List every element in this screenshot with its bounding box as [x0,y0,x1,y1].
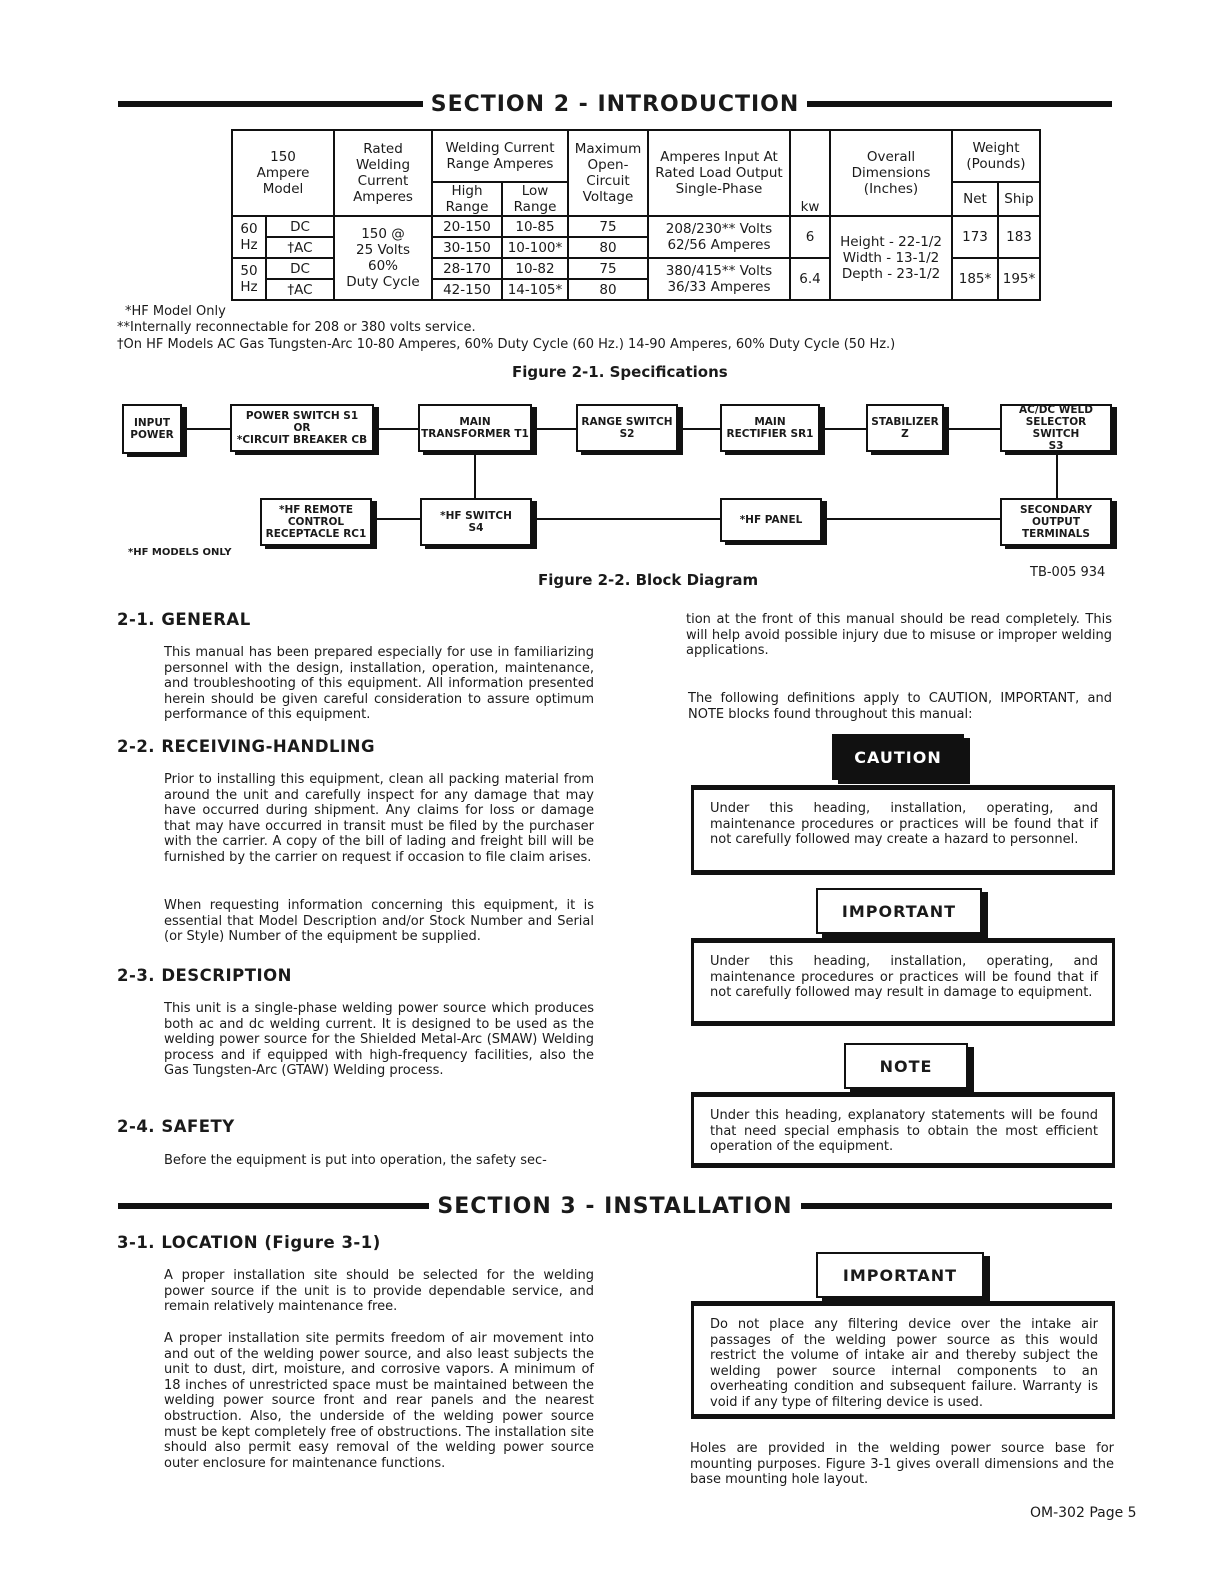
safety-continued-text: tion at the front of this manual should be read completely. This will help avoid possible injury due to misuse or improper welding applications. [686,612,1112,659]
block-hf-remote: *HF REMOTE CONTROL RECEPTACLE RC1 [260,498,372,546]
ship-60: 183 [998,216,1040,258]
general-text: This manual has been prepared especially for use in familiarizing personnel with the design, installation, operation, maintenance, and troubleshooting of this equipment. All information presented herein should be given careful consideration to assure optimum performance of this equipment. [164,645,594,723]
connector [530,428,576,430]
footnote-dagger: †On HF Models AC Gas Tungsten-Arc 10-80 Amperes, 60% Duty Cycle (60 Hz.) 14-90 Amperes, 60% Duty Cycle (50 Hz.) [117,337,896,352]
block-power-switch: POWER SWITCH S1 OR *CIRCUIT BREAKER CB [230,404,374,452]
safety-text: Before the equipment is put into operation, the safety sec- [164,1153,547,1168]
block-secondary-output: SECONDARY OUTPUT TERMINALS [1000,498,1112,546]
block-stabilizer: STABILIZER Z [866,404,944,452]
kw-50: 6.4 [790,258,830,300]
hf-models-only-note: *HF MODELS ONLY [128,547,232,558]
hz60-cell: 60 Hz [232,216,266,258]
ocv: 80 [568,237,648,258]
kw-header: kw [790,130,830,216]
high-range-header: High Range [432,182,502,216]
heading-general: 2-1. GENERAL [117,610,251,629]
connector [942,428,1000,430]
footnote-hf: *HF Model Only [125,304,226,319]
amps-60: 208/230** Volts 62/56 Amperes [648,216,790,258]
low-range: 10-100* [502,237,568,258]
heading-description: 2-3. DESCRIPTION [117,966,292,985]
ocv-header: Maximum Open- Circuit Voltage [568,130,648,216]
current-type: †AC [266,237,334,258]
figure-reference: TB-005 934 [1030,565,1106,580]
caution-label: CAUTION [832,734,964,780]
important-text: Under this heading, installation, operating, and maintenance procedures or practices will be found that if not carefully followed may result in damage to equipment. [710,954,1098,1001]
section-2-title: SECTION 2 - INTRODUCTION [430,91,800,117]
section-rule [118,1203,429,1209]
high-range: 42-150 [432,279,502,300]
ship-header: Ship [998,182,1040,216]
connector [370,518,420,520]
description-text: This unit is a single-phase welding power source which produces both ac and dc welding current. It is designed to be used as the welding power source for the Shielded Metal-Arc (SMAW) Welding process and if equipped with high-frequency facilities, also the Gas Tungsten-Arc (GTAW) Welding process. [164,1001,594,1079]
current-type: †AC [266,279,334,300]
block-range-switch: RANGE SWITCH S2 [576,404,678,452]
receiving-text-2: When requesting information concerning this equipment, it is essential that Model Description and/or Stock Number and Serial (or Style) Number of the equipment be supplied. [164,898,594,945]
net-60: 173 [952,216,998,258]
low-range: 10-82 [502,258,568,279]
caution-block [691,785,1115,875]
install-important-text: Do not place any filtering device over the intake air passages of the welding power source as this would restrict the volume of intake air and thereby subject the welding power source internal components to an overheating condition and subsequent failure. Warranty is void if any type of filtering device is used. [710,1317,1098,1410]
kw-60: 6 [790,216,830,258]
connector [676,428,720,430]
install-important-block [691,1301,1115,1419]
important-block [691,938,1115,1026]
high-range: 28-170 [432,258,502,279]
block-acdc-selector: AC/DC WELD SELECTOR SWITCH S3 [1000,404,1112,452]
rated-value: 150 @ 25 Volts 60% Duty Cycle [334,216,432,300]
important-label: IMPORTANT [816,888,982,934]
current-type: DC [266,216,334,237]
location-text-1: A proper installation site should be selected for the welding power source if the unit is to provide dependable service, and remain relatively maintenance free. [164,1268,594,1315]
net-50: 185* [952,258,998,300]
weight-header: Weight (Pounds) [952,130,1040,182]
block-main-rectifier: MAIN RECTIFIER SR1 [720,404,820,452]
block-hf-panel: *HF PANEL [720,498,822,542]
amperes-input-header: Amperes Input At Rated Load Output Single-Phase [648,130,790,216]
location-text-2: A proper installation site permits freedom of air movement into and out of the welding power source, and also least subjects the unit to dust, dirt, moisture, and corrosive vapors. A minimum of 18 inches of unrestricted space must be maintained between the welding power source front and rear panels and the nearest obstruction. Also, the underside of the welding power source must be kept completely free of obstructions. The installation site should also permit easy removal of the welding power source outer enclosure for maintenance functions. [164,1331,594,1471]
ship-50: 195* [998,258,1040,300]
section-3-header [118,1191,1112,1221]
model-header: 150 Ampere Model [232,130,334,216]
amps-50: 380/415** Volts 36/33 Amperes [648,258,790,300]
rated-header: Rated Welding Current Amperes [334,130,432,216]
connector [180,428,230,430]
connector [818,428,866,430]
figure-2-1-caption: Figure 2-1. Specifications [512,363,728,381]
heading-receiving: 2-2. RECEIVING-HANDLING [117,737,376,756]
receiving-text-1: Prior to installing this equipment, clean all packing material from around the unit and carefully inspect for any damage that may have occurred during shipment. Any claims for loss or damage that may have occurred in transit must be filed by the purchaser with the carrier. A copy of the bill of lading and freight bill will be furnished by the carrier on request if occasion to file claim arises. [164,772,594,865]
page-footer: OM-302 Page 5 [1030,1505,1137,1521]
section-2-header [118,89,1112,119]
connector [372,428,418,430]
low-range-header: Low Range [502,182,568,216]
dimensions-value: Height - 22-1/2 Width - 13-1/2 Depth - 23-1/2 [830,216,952,300]
section-rule [801,1203,1112,1209]
block-hf-switch: *HF SWITCH S4 [420,498,532,546]
hz50-cell: 50 Hz [232,258,266,300]
low-range: 10-85 [502,216,568,237]
connector [474,452,476,502]
note-block [691,1092,1115,1168]
low-range: 14-105* [502,279,568,300]
block-main-transformer: MAIN TRANSFORMER T1 [418,404,532,452]
high-range: 30-150 [432,237,502,258]
section-rule [118,101,423,107]
connector [1056,452,1058,498]
figure-2-2-caption: Figure 2-2. Block Diagram [538,571,759,589]
caution-text: Under this heading, installation, operating, and maintenance procedures or practices will be found that if not carefully followed may create a hazard to personnel. [710,801,1098,848]
dimensions-header: Overall Dimensions (Inches) [830,130,952,216]
ocv: 80 [568,279,648,300]
current-type: DC [266,258,334,279]
connector [530,518,720,520]
note-label: NOTE [844,1043,968,1089]
note-text: Under this heading, explanatory statements will be found that need special emphasis to obtain the most efficient operation of the equipment. [710,1108,1098,1155]
specifications-table [231,129,1041,301]
high-range: 20-150 [432,216,502,237]
footnote-internal: **Internally reconnectable for 208 or 380 volts service. [117,320,476,335]
mounting-holes-text: Holes are provided in the welding power source base for mounting purposes. Figure 3-1 gives overall dimensions and the base mounting hole layout. [690,1441,1114,1488]
section-rule [807,101,1112,107]
ocv: 75 [568,216,648,237]
install-important-label: IMPORTANT [816,1252,984,1298]
definitions-text: The following definitions apply to CAUTION, IMPORTANT, and NOTE blocks found throughout this manual: [688,691,1112,722]
block-input-power: INPUT POWER [122,404,182,454]
connector [820,518,1000,520]
heading-safety: 2-4. SAFETY [117,1117,235,1136]
heading-location: 3-1. LOCATION (Figure 3-1) [117,1233,381,1252]
section-3-title: SECTION 3 - INSTALLATION [437,1193,793,1219]
net-header: Net [952,182,998,216]
ocv: 75 [568,258,648,279]
welding-range-header: Welding Current Range Amperes [432,130,568,182]
